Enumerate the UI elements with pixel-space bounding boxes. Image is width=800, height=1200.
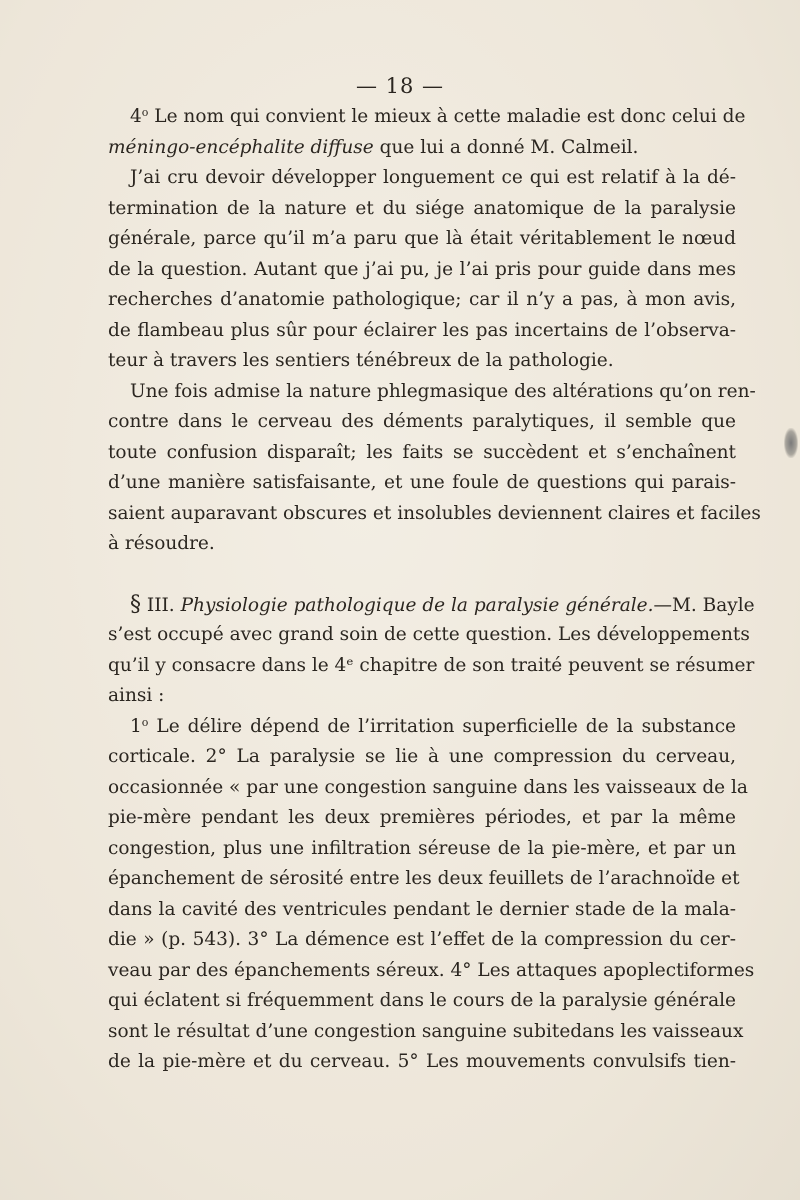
- ordinal-number: 4: [130, 106, 142, 127]
- text-line: à résoudre.: [108, 533, 215, 554]
- text-line: Une fois admise la nature phlegmasique des altérations qu’on ren-: [130, 380, 756, 402]
- text-line: [108, 102, 746, 133]
- text-line: congestion, plus une infiltration séreuse de la pie-mère, et par un: [108, 837, 736, 859]
- text-line: termination de la nature et du siége anatomique de la paralysie: [108, 197, 736, 219]
- text-line: die » (p. 543). 3° La démence est l’effet de la compression du cer-: [108, 929, 736, 950]
- text-line: dans la cavité des ventricules pendant le dernier stade de la mala-: [108, 898, 736, 920]
- text-line: pie-mère pendant les deux premières périodes, et par la même: [108, 807, 736, 828]
- text-line: qu’il y consacre dans le 4ᵉ chapitre de son traité peuvent se résumer: [108, 654, 755, 676]
- text-line: toute confusion disparaît; les faits se succèdent et s’enchaînent: [108, 441, 736, 463]
- text-line: de la question. Autant que j’ai pu, je l’ai pris pour guide dans mes: [108, 258, 736, 280]
- line-text: Le nom qui convient le mieux à cette maladie est donc celui de: [148, 106, 746, 127]
- text-line: de flambeau plus sûr pour éclairer les pas incertains de l’observa-: [108, 319, 736, 341]
- line-text: Le délire dépend de l’irritation superficielle de la substance: [148, 715, 736, 737]
- text-line: épanchement de sérosité entre les deux feuillets de l’arachnoïde et: [108, 868, 740, 889]
- section-label: III.: [141, 594, 181, 616]
- text-line: saient auparavant obscures et insolubles deviennent claires et faciles: [108, 502, 761, 524]
- line-text: —M. Bayle: [653, 594, 755, 616]
- text-line: J’ai cru devoir développer longuement ce qui est relatif à la dé-: [130, 167, 736, 188]
- line-text: que lui a donné M. Calmeil.: [373, 136, 639, 158]
- section-heading-line: [108, 590, 755, 621]
- text-line: ainsi :: [108, 685, 165, 706]
- text-line: [108, 712, 736, 743]
- section-title: Physiologie pathologique de la paralysie générale.: [180, 594, 654, 616]
- ordinal-superscript: o: [141, 715, 149, 729]
- page-body: [108, 102, 761, 1078]
- text-line: générale, parce qu’il m’a paru que là était véritablement le nœud: [108, 228, 736, 249]
- text-line: s’est occupé avec grand soin de cette question. Les développements: [108, 624, 750, 645]
- text-line: d’une manière satisfaisante, et une foule de questions qui parais-: [108, 472, 736, 493]
- text-line: contre dans le cerveau des déments paralytiques, il semble que: [108, 411, 736, 432]
- page-number: — 18 —: [355, 74, 445, 98]
- text-line: teur à travers les sentiers ténébreux de la pathologie.: [108, 350, 614, 371]
- ordinal-superscript: o: [141, 106, 149, 119]
- text-line: [108, 133, 736, 164]
- text-line: corticale. 2° La paralysie se lie à une compression du cerveau,: [108, 746, 736, 767]
- section-sign: §: [130, 591, 141, 617]
- text-line: recherches d’anatomie pathologique; car il n’y a pas, à mon avis,: [108, 289, 736, 310]
- text-line: qui éclatent si fréquemment dans le cours de la paralysie générale: [108, 990, 736, 1011]
- ordinal-number: 1: [130, 715, 142, 737]
- ink-blot: [784, 428, 798, 458]
- text-line: sont le résultat d’une congestion sanguine subitedans les vaisseaux: [108, 1020, 744, 1042]
- italic-term: méningo-encéphalite diffuse: [108, 136, 374, 158]
- text-line: occasionnée « par une congestion sanguine dans les vaisseaux de la: [108, 776, 748, 798]
- text-line: veau par des épanchements séreux. 4° Les attaques apoplectiformes: [108, 959, 755, 981]
- section-spacer: [108, 560, 736, 590]
- text-line: de la pie-mère et du cerveau. 5° Les mouvements convulsifs tien-: [108, 1051, 736, 1072]
